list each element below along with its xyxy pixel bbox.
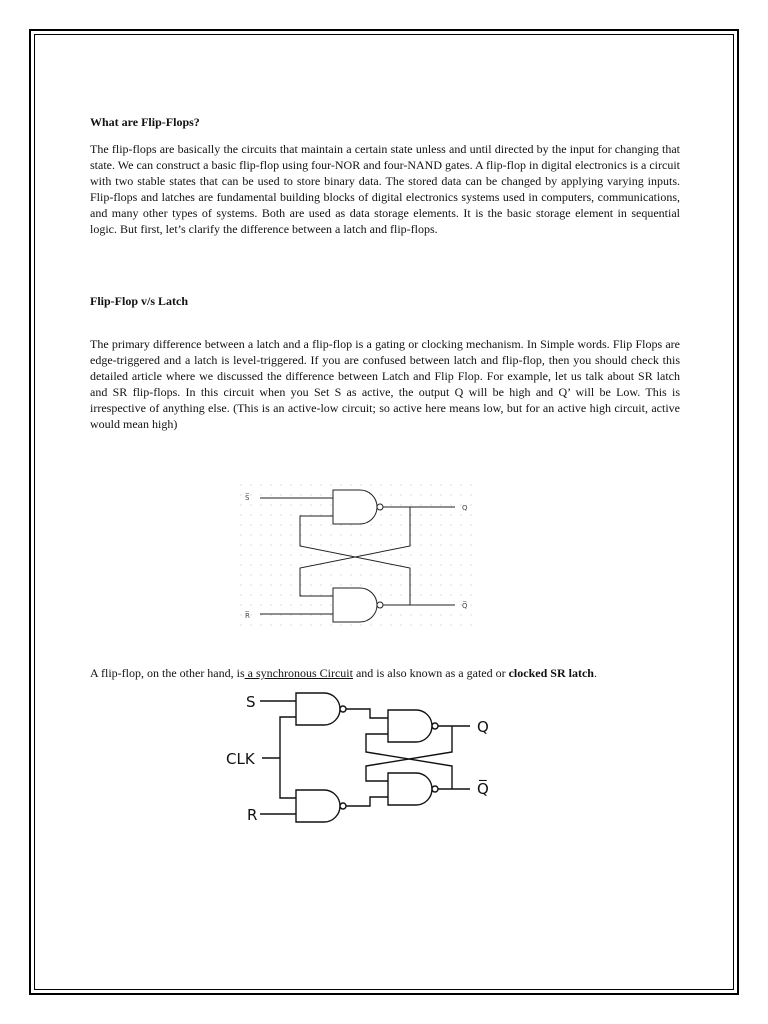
paragraph-flip-flops-intro: The flip-flops are basically the circuits that maintain a certain state unless and until directed by the input for changing that state. We can construct a basic flip-flop using four-NOR and four-NAND gates. A flip-flop in digital electronics is a circuit with two stable states that can be used to store binary data. The stored data can be changed by applying varying inputs. Flip-flops and latches are fundamental building blocks of digital electronics systems used in computers, communications, and many other types of systems. Both are used as data storage elements. It is the basic storage element in sequential logic. But first, let’s clarify the difference between a latch and flip-flops. — [90, 142, 680, 236]
flip-flop-wires — [260, 701, 470, 814]
label-r-bar: R̅ — [245, 612, 250, 620]
nand-bubble-q — [432, 723, 438, 729]
text-after: . — [593, 666, 597, 680]
section-what-are-flip-flops — [90, 115, 680, 237]
label-s: S — [246, 693, 256, 711]
section-clocked-sr — [90, 665, 680, 681]
heading-what-are-flip-flops: What are Flip-Flops? — [90, 115, 200, 129]
section-flip-flop-vs-latch — [90, 294, 680, 432]
nand-gate-r — [296, 790, 340, 822]
text-middle: and is also known as a gated or — [352, 666, 509, 680]
clocked-sr-latch-bold: clocked SR latch — [508, 666, 594, 680]
paragraph-latch-difference: The primary difference between a latch and a flip-flop is a gating or clocking mechanism. In Simple words. Flip Flops are edge-triggered and a latch is level-triggered. If you are confused between latch and flip-flop, then you should check this detailed article where we discussed the difference between Latch and Flip Flop. For example, let us talk about SR latch and SR flip-flops. In this circuit when you Set S as active, the output Q will be high and Q’ will be Low. This is irrespective of anything else. (This is an active-low circuit; so active here means low, but for an active high circuit, active would mean high) — [90, 337, 680, 431]
sr-latch-diagram — [240, 484, 476, 632]
synchronous-circuit-link[interactable]: a synchronous Circuit — [244, 666, 353, 680]
nand-bubble-s — [340, 706, 346, 712]
paragraph-clocked-sr — [90, 665, 680, 681]
nand-gate-qbar — [388, 773, 432, 805]
label-q-bar: Q̅ — [462, 602, 468, 610]
nand-bubble-bottom — [377, 602, 383, 608]
label-q: Q — [462, 504, 468, 512]
label-s-bar: S̅ — [245, 494, 250, 502]
nand-gate-bottom — [333, 588, 377, 622]
nand-bubble-qbar — [432, 786, 438, 792]
nand-bubble-r — [340, 803, 346, 809]
nand-gate-s — [296, 693, 340, 725]
label-clk: CLK — [226, 750, 255, 768]
nand-gate-top — [333, 490, 377, 524]
nand-bubble-top — [377, 504, 383, 510]
label-q-out: Q — [477, 718, 489, 736]
text-before-link: A flip-flop, on the other hand, is — [90, 666, 245, 680]
label-qbar-out: Q̅ — [477, 780, 489, 798]
clocked-sr-flip-flop-diagram — [220, 690, 510, 830]
heading-flip-flop-vs-latch: Flip-Flop v/s Latch — [90, 294, 189, 308]
nand-gate-q — [388, 710, 432, 742]
label-r: R — [247, 806, 258, 824]
